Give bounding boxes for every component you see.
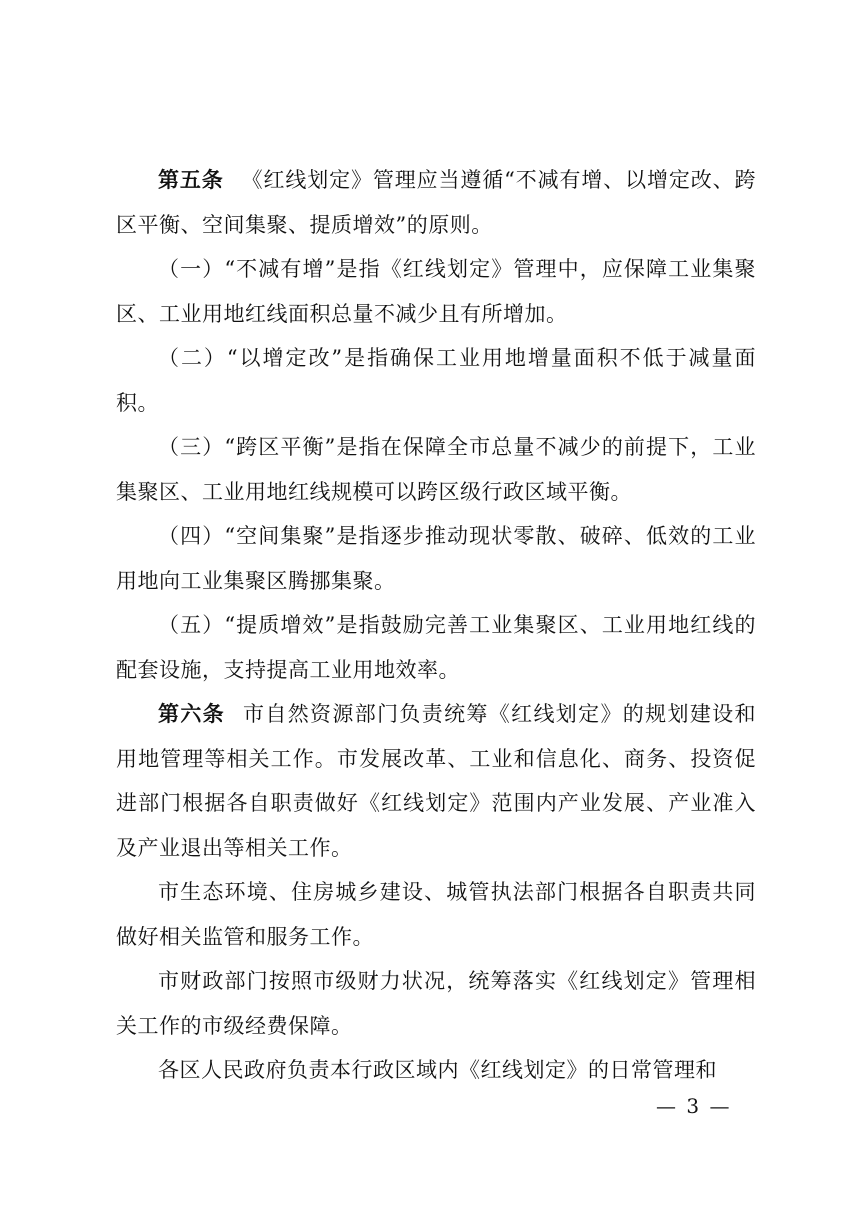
paragraph-text: 各区人民政府负责本行政区域内《红线划定》的日常管理和 — [158, 1058, 717, 1082]
paragraph-text: （二）“以增定改”是指确保工业用地增量面积不低于减量面积。 — [116, 346, 756, 415]
paragraph-clause-4 — [116, 514, 756, 603]
paragraph-clause-3 — [116, 425, 756, 514]
paragraph-text: 市自然资源部门负责统筹《红线划定》的规划建设和用地管理等相关工作。市发展改革、工业和信息化、商务、投资促进部门根据各自职责做好《红线划定》范围内产业发展、产业准入及产业退出等相关工作。 — [116, 702, 757, 860]
paragraph-text: （一）“不减有增”是指《红线划定》管理中，应保障工业集聚区、工业用地红线面积总量不减少且有所增加。 — [116, 257, 756, 326]
paragraph-article-6 — [116, 692, 756, 870]
paragraph-text: 市生态环境、住房城乡建设、城管执法部门根据各自职责共同做好相关监管和服务工作。 — [116, 880, 756, 949]
paragraph-finance — [116, 959, 756, 1048]
paragraph-text: 市财政部门按照市级财力状况，统筹落实《红线划定》管理相关工作的市级经费保障。 — [116, 969, 756, 1038]
paragraph-text: （四）“空间集聚”是指逐步推动现状零散、破碎、低效的工业用地向工业集聚区腾挪集聚。 — [116, 524, 756, 593]
article-number: 第六条 — [158, 702, 226, 726]
article-number: 第五条 — [158, 168, 224, 192]
paragraph-text: （三）“跨区平衡”是指在保障全市总量不减少的前提下，工业集聚区、工业用地红线规模可以跨区级行政区域平衡。 — [116, 435, 756, 504]
paragraph-district-government — [116, 1048, 756, 1093]
paragraph-text: 《红线划定》管理应当遵循“不减有增、以增定改、跨区平衡、空间集聚、提质增效”的原则。 — [116, 168, 757, 237]
paragraph-clause-5 — [116, 603, 756, 692]
page-number: — 3 — — [656, 1094, 732, 1118]
document-body — [116, 158, 756, 1093]
paragraph-clause-1 — [116, 247, 756, 336]
paragraph-clause-2 — [116, 336, 756, 425]
paragraph-text: （五）“提质增效”是指鼓励完善工业集聚区、工业用地红线的配套设施，支持提高工业用地效率。 — [116, 613, 756, 682]
paragraph-ecology-housing — [116, 870, 756, 959]
paragraph-article-5 — [116, 158, 756, 247]
